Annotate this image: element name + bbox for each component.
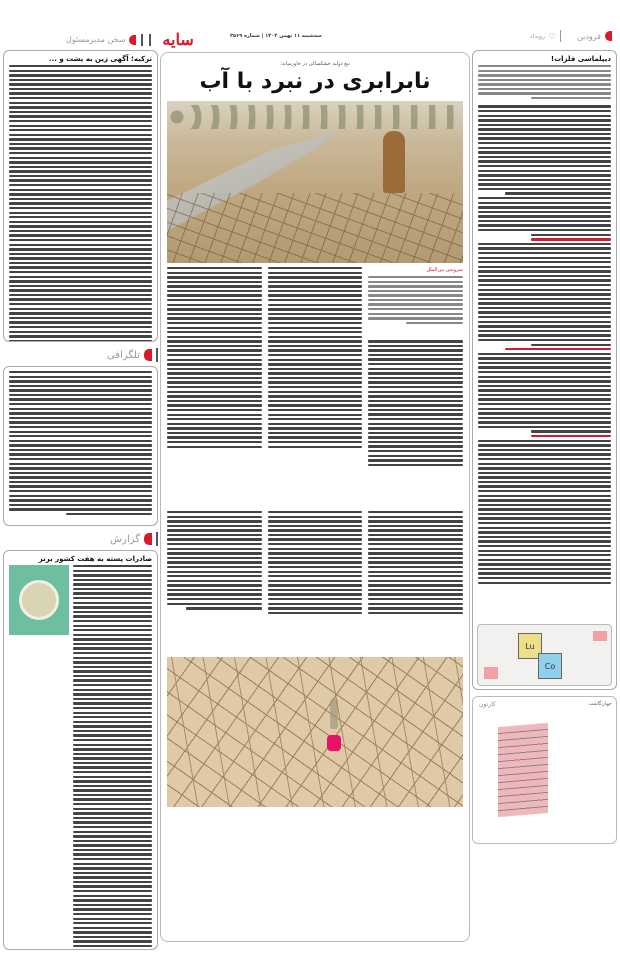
section-marker-icon <box>129 35 136 45</box>
editorial-title: ترکیه؛ آگهی زین به پشت و ... <box>48 55 152 63</box>
body-column <box>167 267 262 507</box>
page-header <box>0 30 620 48</box>
body-column <box>368 511 463 651</box>
right-column <box>472 50 617 844</box>
metals-diplomacy-article <box>472 50 617 690</box>
divider <box>560 30 561 42</box>
newspaper-logo[interactable]: سایه <box>162 30 194 49</box>
report-title: صادرات پسته به هفت کشور برتر <box>38 555 152 563</box>
section-title: تلگرافی <box>106 349 140 361</box>
body-column <box>167 511 262 651</box>
section-title: گزارش <box>109 533 140 545</box>
article-lead <box>478 65 611 99</box>
article-body <box>478 105 611 584</box>
article-title: دیپلماسی فلزات! <box>550 55 611 63</box>
date-line: سه‌شنبه ۱۱ بهمن ۱۴۰۲ | شماره ۲۵۶۹ <box>230 33 322 39</box>
header-left <box>66 30 200 49</box>
article-byline: سرویس بین‌الملل <box>426 267 463 273</box>
section-marker-icon <box>605 31 612 41</box>
divider <box>141 34 143 46</box>
drought-canal-photo <box>167 101 463 263</box>
location-pin-icon: ♡ <box>548 31 557 41</box>
section-marker-icon <box>144 533 152 545</box>
divider <box>149 34 151 46</box>
article-body-top <box>167 267 463 507</box>
article-body-bottom <box>167 511 463 651</box>
main-article <box>160 52 470 942</box>
element-co-tile: Co <box>538 653 562 679</box>
body-column <box>268 511 363 651</box>
report-box <box>3 550 158 950</box>
event-label: رویداد <box>529 32 545 40</box>
pistachio-bowl-image <box>9 565 69 635</box>
report-section-header <box>3 532 158 546</box>
telegraph-section-header <box>3 348 158 362</box>
editorial-box <box>3 50 158 342</box>
cartoon-label: کارتون <box>479 701 496 708</box>
left-column <box>3 50 158 950</box>
elements-illustration <box>477 624 612 686</box>
cartoon-image <box>498 723 548 817</box>
cracked-earth-photo <box>167 657 463 807</box>
element-lu-tile: Lu <box>518 633 542 659</box>
article-kicker: تیغ دولبه خشکسالی در خاورمیانه؛ <box>280 61 350 67</box>
body-column <box>268 267 363 507</box>
cartoon-caption: جهان‌گاشت <box>588 701 612 707</box>
telegraph-box <box>3 366 158 526</box>
cartoon-box <box>472 696 617 844</box>
section-label: فرودین <box>577 31 601 41</box>
body-column <box>368 267 463 507</box>
child-figure <box>327 735 341 751</box>
section-marker-icon <box>144 349 152 361</box>
section-label: سخن مدیرمسئول <box>66 35 126 44</box>
header-right <box>530 30 612 42</box>
article-headline: نابرابری در نبرد با آب <box>199 69 431 94</box>
